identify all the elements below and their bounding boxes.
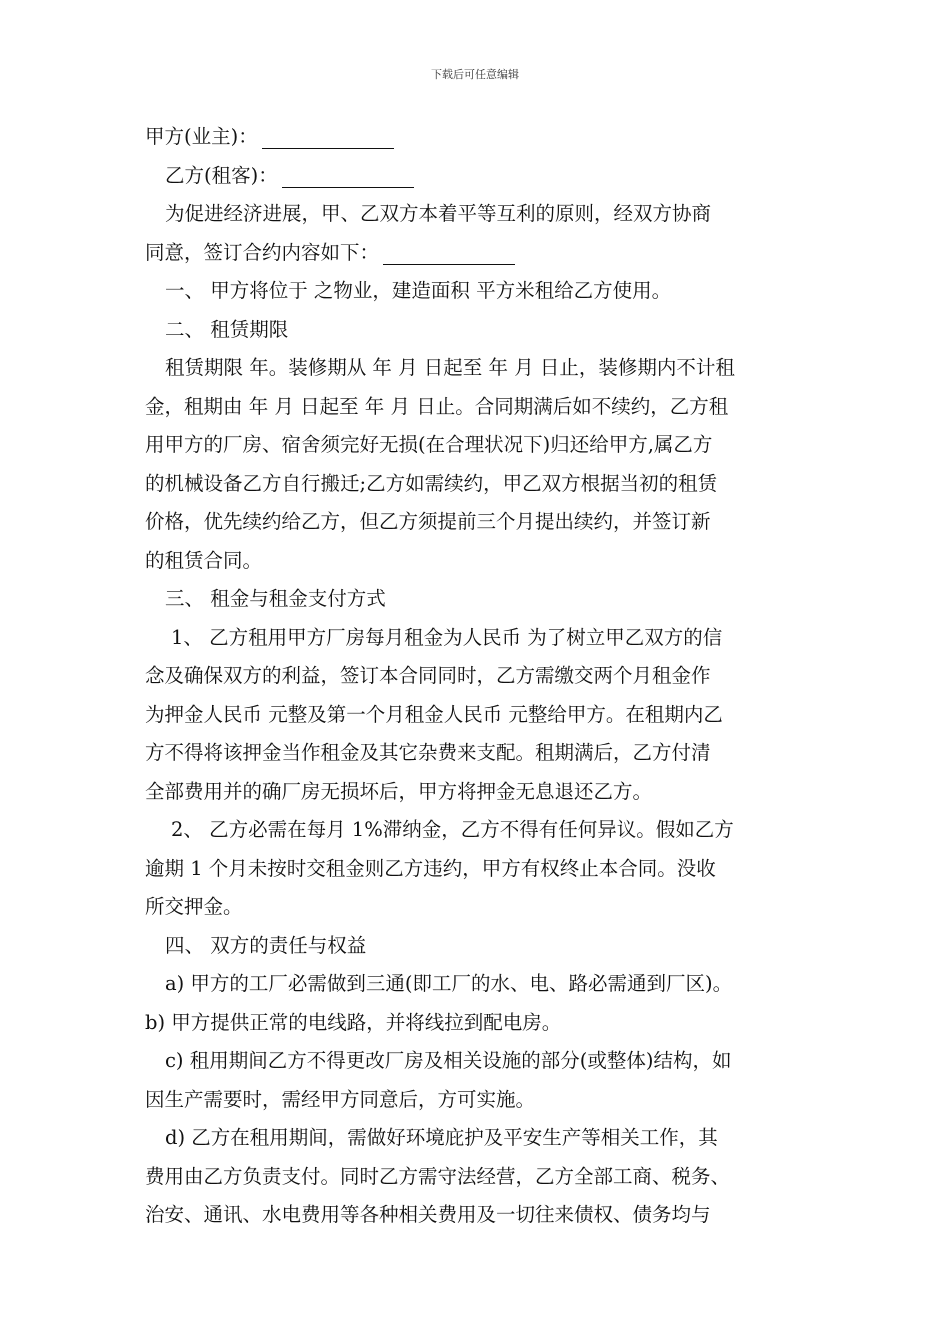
- text-line-content: 所交押金。: [145, 895, 243, 918]
- text-line-content: 租赁期限 年。装修期从 年 月 日起至 年 月 日止，装修期内不计租: [165, 356, 735, 379]
- text-line-content: 逾期 1 个月未按时交租金则乙方违约，甲方有权终止本合同。没收: [145, 856, 716, 880]
- text-line-content: 因生产需要时，需经甲方同意后，方可实施。: [145, 1087, 536, 1111]
- text-line-content: 四、 双方的责任与权益: [165, 933, 367, 957]
- text-line: [145, 580, 810, 619]
- text-line-content: d) 乙方在租用期间，需做好环境庇护及平安生产等相关工作，其: [165, 1126, 718, 1149]
- text-line-content: 为促进经济进展，甲、乙双方本着平等互利的原则，经双方协商: [165, 202, 712, 225]
- text-line-content: 为押金人民币 元整及第一个月租金人民币 元整给甲方。在租期内乙: [145, 702, 723, 726]
- fill-in-blank: [383, 240, 515, 265]
- text-line-content: a) 甲方的工厂必需做到三通(即工厂的水、电、路必需通到厂区)。: [165, 972, 733, 995]
- text-line: [145, 542, 810, 581]
- text-line: [145, 1004, 810, 1043]
- text-line-content: 治安、通讯、水电费用等各种相关费用及一切往来债权、债务均与: [145, 1203, 711, 1226]
- text-line: [145, 965, 810, 1004]
- text-line-content: 念及确保双方的利益，签订本合同同时，乙方需缴交两个月租金作: [145, 664, 711, 687]
- text-line-content: 金，租期由 年 月 日起至 年 月 日止。合同期满后如不续约，乙方租: [145, 394, 729, 418]
- text-line: [145, 195, 810, 234]
- text-line: [145, 888, 810, 927]
- text-line-content: 方不得将该押金当作租金及其它杂费来支配。租期满后，乙方付清: [145, 741, 711, 764]
- text-line-content: c) 租用期间乙方不得更改厂房及相关设施的部分(或整体)结构，如: [165, 1049, 732, 1072]
- page-header-note: 下载后可任意编辑: [431, 68, 519, 81]
- text-line-content: 乙方(租客)：: [165, 163, 278, 187]
- text-line-content: 一、 甲方将位于 之物业，建造面积 平方米租给乙方使用。: [165, 279, 672, 302]
- text-line: [145, 272, 810, 311]
- text-line-content: 用甲方的厂房、宿舍须完好无损(在合理状况下)归还给甲方,属乙方: [145, 433, 713, 456]
- text-line-content: 的机械设备乙方自行搬迁;乙方如需续约，甲乙双方根据当初的租赁: [145, 471, 718, 495]
- text-line: [145, 157, 810, 196]
- text-line-content: 1、 乙方租用甲方厂房每月租金为人民币 为了树立甲乙双方的信: [171, 625, 723, 649]
- text-line: [145, 1196, 810, 1235]
- text-line-content: 三、 租金与租金支付方式: [165, 587, 386, 610]
- text-line: [145, 619, 810, 658]
- text-line: [145, 927, 810, 966]
- text-line: [145, 773, 810, 812]
- text-line-content: 甲方(业主)：: [145, 125, 258, 148]
- text-line: [145, 811, 810, 850]
- text-line: [145, 234, 810, 273]
- text-line: [145, 696, 810, 735]
- text-line-content: 同意，签订合约内容如下：: [145, 240, 380, 264]
- text-line: [145, 503, 810, 542]
- text-line: [145, 426, 810, 465]
- text-line: [145, 1158, 810, 1197]
- text-line-content: 的租赁合同。: [145, 548, 263, 572]
- text-line: [145, 1081, 810, 1120]
- text-line-content: 费用由乙方负责支付。同时乙方需守法经营，乙方全部工商、税务、: [145, 1164, 731, 1188]
- text-line-content: 全部费用并的确厂房无损坏后，甲方将押金无息退还乙方。: [145, 779, 653, 803]
- text-line: [145, 311, 810, 350]
- text-line: [145, 465, 810, 504]
- text-line: [145, 657, 810, 696]
- text-line: [145, 734, 810, 773]
- text-line-content: 2、 乙方必需在每月 1%滞纳金，乙方不得有任何异议。假如乙方: [171, 818, 734, 841]
- text-line: [145, 349, 810, 388]
- fill-in-blank: [282, 163, 414, 188]
- text-line-content: 价格，优先续约给乙方，但乙方须提前三个月提出续约，并签订新: [145, 510, 711, 533]
- text-line-content: b) 甲方提供正常的电线路，并将线拉到配电房。: [145, 1010, 562, 1034]
- text-line: [145, 1119, 810, 1158]
- contract-body: [145, 118, 810, 1235]
- fill-in-blank: [262, 124, 394, 149]
- text-line: [145, 1042, 810, 1081]
- text-line: [145, 388, 810, 427]
- text-line-content: 二、 租赁期限: [165, 317, 289, 341]
- text-line: [145, 850, 810, 889]
- text-line: [145, 118, 810, 157]
